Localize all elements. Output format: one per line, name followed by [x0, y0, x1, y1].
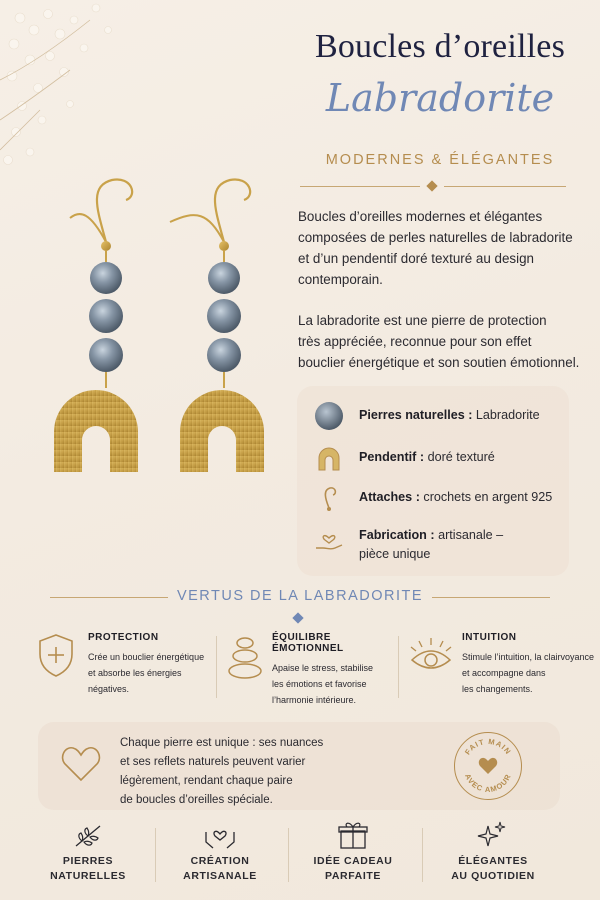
- dried-flowers: [0, 4, 112, 165]
- feature-divider-1: [155, 828, 156, 882]
- badge-top-text: FAIT MAIN: [462, 736, 513, 756]
- feature-everyday-elegance: ÉLÉGANTES AU QUOTIDIEN: [451, 855, 535, 882]
- virtue-intuition: INTUITION Stimule l’intuition, la clairvoyance et accompagne dans les changements.: [462, 632, 595, 694]
- earring-right: [170, 179, 264, 472]
- subtitle-rule-right: [444, 186, 566, 187]
- feature-divider-2: [288, 828, 289, 882]
- description-paragraph-2: La labradorite est une pierre de protection très appréciée, reconnue pour son effet bouclier énergétique et son soutien émotionnel.: [298, 313, 580, 370]
- virtue-divider-2: [398, 636, 399, 698]
- virtue-balance: ÉQUILIBRE ÉMOTIONNEL Apaise le stress, stabilise les émotions et favorise l’harmonie intérieure.: [272, 632, 374, 705]
- badge-heart-icon: [478, 757, 496, 773]
- specs-box: [297, 386, 569, 576]
- title-line-1: Boucles d’oreilles: [314, 28, 566, 65]
- description-paragraph-1: Boucles d’oreilles modernes et élégantes composées de perles naturelles de labradorite et d’un pendentif doré texturé au design contemporain.: [298, 209, 573, 287]
- subtitle: MODERNES & ÉLÉGANTES: [325, 152, 555, 168]
- feature-natural-stones: PIERRES NATURELLES: [50, 855, 126, 882]
- unique-text: Chaque pierre est unique : ses nuances et ses reflets naturels peuvent varier légèrement, rendant chaque paire de boucles d’oreilles spéciale.: [120, 737, 324, 806]
- spec-pendant: Pendentif : doré texturé: [359, 450, 495, 464]
- hook-icon: [313, 482, 345, 514]
- balance-stones-icon: [226, 634, 264, 680]
- arch-pendant-icon: [313, 442, 345, 474]
- gift-icon: [337, 820, 369, 850]
- heart-outline-icon: [60, 744, 102, 784]
- badge-ring: [454, 732, 522, 800]
- virtues-rule-right: [432, 597, 550, 598]
- stone-icon: [313, 400, 345, 432]
- feature-handmade: CRÉATION ARTISANALE: [183, 855, 257, 882]
- subtitle-rule-left: [300, 186, 420, 187]
- earrings-photo: [0, 0, 290, 590]
- virtues-diamond: [292, 612, 303, 623]
- sparkle-icon: [476, 820, 508, 850]
- handmade-badge: [454, 732, 522, 800]
- title-line-2: Labradorite: [325, 76, 555, 120]
- unique-note-box: [38, 722, 560, 810]
- hands-heart-icon: [203, 820, 237, 850]
- earring-left: [54, 179, 138, 472]
- spec-fabrication: Fabrication : artisanale – pièce unique: [359, 528, 504, 561]
- spec-stones: Pierres naturelles : Labradorite: [359, 408, 540, 422]
- svg-text:FAIT MAIN: [462, 736, 512, 756]
- eye-icon: [408, 636, 454, 676]
- shield-icon: [36, 632, 76, 678]
- virtues-title: VERTUS DE LA LABRADORITE: [176, 588, 424, 604]
- virtue-protection: PROTECTION Crée un bouclier énergétique et absorbe les énergies négatives.: [88, 632, 205, 694]
- virtue-divider-1: [216, 636, 217, 698]
- badge-bottom-text: AVEC AMOUR: [462, 771, 513, 794]
- diamond-ornament: [426, 180, 437, 191]
- feature-gift-idea: IDÉE CADEAU PARFAITE: [313, 855, 393, 882]
- heart-hand-icon: [313, 524, 345, 556]
- spec-hooks: Attaches : crochets en argent 925: [359, 490, 553, 504]
- feature-divider-3: [422, 828, 423, 882]
- svg-text:AVEC AMOUR: [463, 772, 513, 794]
- leaf-icon: [72, 822, 104, 850]
